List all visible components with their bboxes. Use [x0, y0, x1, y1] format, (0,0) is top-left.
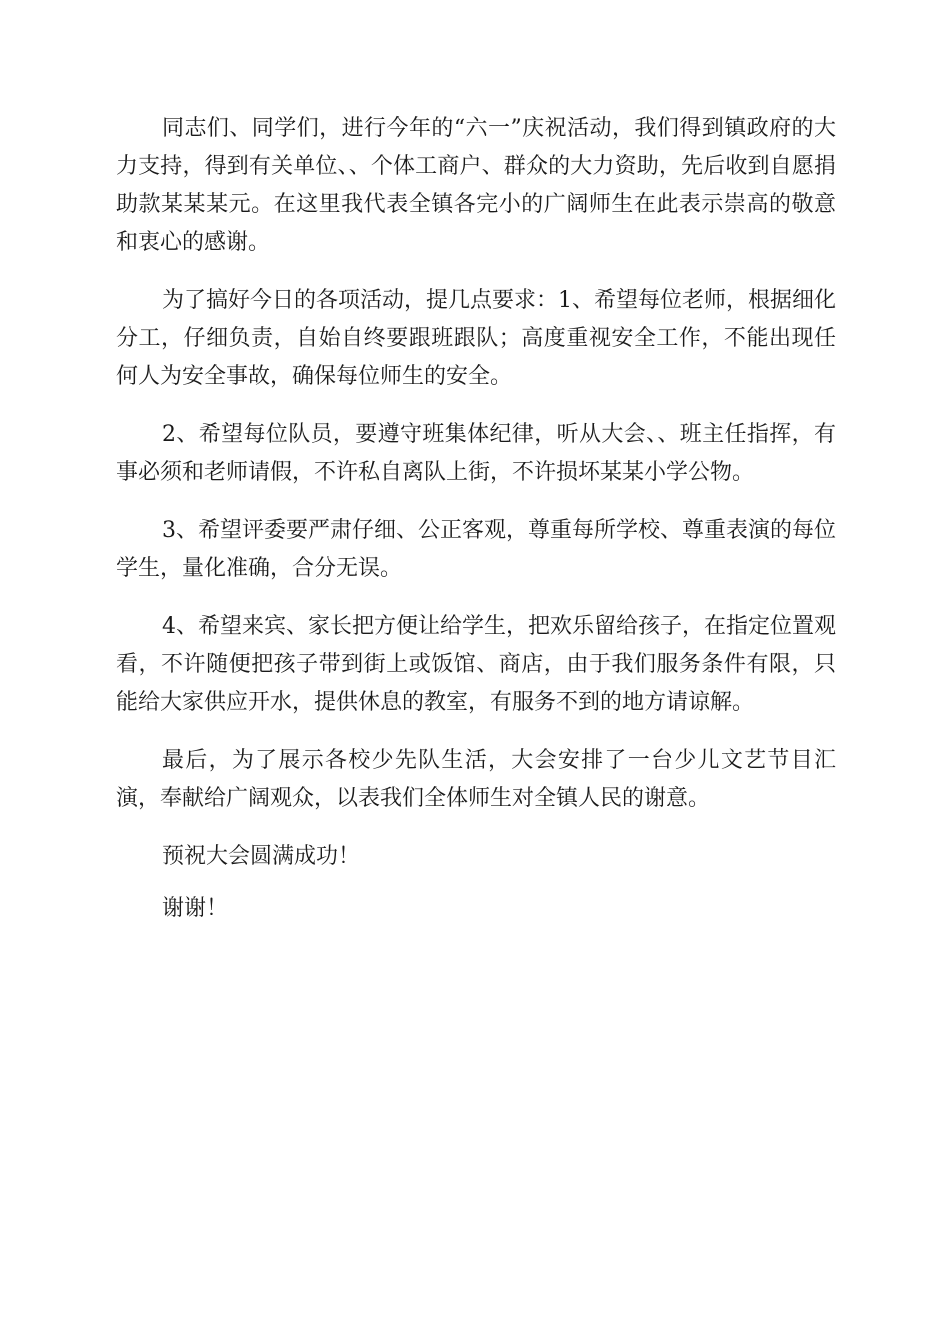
closing-thanks: 谢谢！	[162, 896, 229, 921]
paragraph-requirements-judges: 3、希望评委要严肃仔细、公正客观，尊重每所学校、尊重表演的每位学生，量化准确，合分无误。	[116, 518, 836, 581]
paragraph-requirements-teachers: 为了搞好今日的各项活动，提几点要求：1、希望每位老师，根据细化分工，仔细负责，自始自终要跟班跟队；高度重视安全工作，不能出现任何人为安全事故，确保每位师生的安全。	[116, 288, 836, 389]
paragraph-requirements-guests: 4、希望来宾、家长把方便让给学生，把欢乐留给孩子，在指定位置观看，不许随便把孩子带到街上或饭馆、商店，由于我们服务条件有限，只能给大家供应开水，提供休息的教室，有服务不到的地方请谅解。	[116, 614, 836, 715]
paragraph-requirements-students: 2、希望每位队员，要遵守班集体纪律，听从大会、、班主任指挥，有事必须和老师请假，不许私自离队上街，不许损坏某某小学公物。	[116, 422, 836, 485]
document-body	[116, 110, 836, 942]
paragraph-thanks-support: 同志们、同学们，进行今年的“六一”庆祝活动，我们得到镇政府的大力支持，得到有关单位、、个体工商户、群众的大力资助，先后收到自愿捐助款某某某元。在这里我代表全镇各完小的广阔师生在此表示崇高的敬意和衷心的感谢。	[116, 116, 836, 255]
paragraph-performance: 最后，为了展示各校少先队生活，大会安排了一台少儿文艺节目汇演，奉献给广阔观众，以表我们全体师生对全镇人民的谢意。	[116, 748, 836, 811]
closing-wish: 预祝大会圆满成功！	[162, 844, 361, 869]
